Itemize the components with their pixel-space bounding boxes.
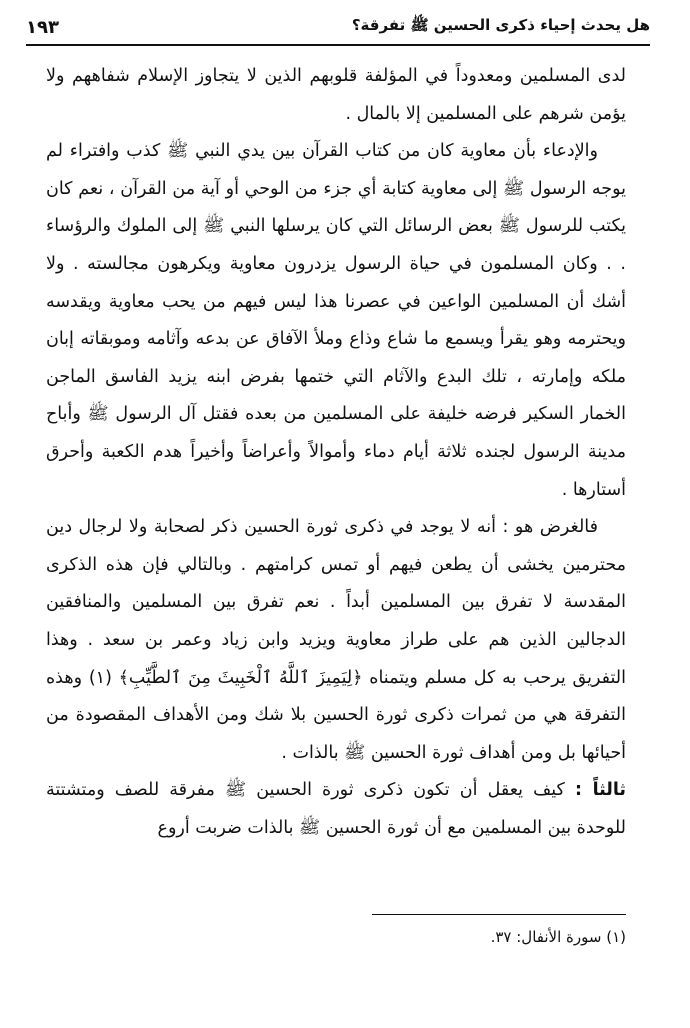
paragraph-text: فالغرض هو : أنه لا يوجد في ذكرى ثورة الحسين ذكر لصحابة ولا لرجال دين محترمين يخشى أن يطعن فيهم أو تمس كرامتهم . وبالتالي فإن هذه الذكرى المقدسة لا تفرق بين المسلمين أبداً . نعم تفرق بين المسلمين والمنافقين الدجالين الذين هم على طراز معاوية ويزيد وابن زياد وعمر بن سعد . وهذا التفريق يرحب به كل مسلم ويتمناه ﴿لِيَمِيزَ ٱللَّهُ ٱلْخَبِيثَ مِنَ ٱلطَّيِّبِ﴾ (١) وهذه التفرقة هي من ثمرات ذكرى ثورة الحسين بلا شك ومن الأهداف المقصودة من أحيائها بل ومن أهداف ثورة الحسين ﷺ بالذات .: [46, 517, 626, 763]
footnote-divider: [372, 914, 626, 915]
paragraph-text: كيف يعقل أن تكون ذكرى ثورة الحسين ﷺ مفرقة للصف ومتشتتة للوحدة بين المسلمين مع أن ثورة الحسين ﷺ بالذات ضربت أروع: [46, 780, 626, 838]
page-number: ١٩٣: [26, 16, 59, 38]
page-header: [26, 12, 650, 42]
paragraph: [46, 509, 626, 772]
paragraph: [46, 133, 626, 509]
footnote: (١) سورة الأنفال: ٣٧.: [490, 928, 626, 946]
main-text: [46, 58, 626, 847]
paragraph-text: لدى المسلمين ومعدوداً في المؤلفة قلوبهم الذين لا يتجاوز الإسلام شفاههم ولا يؤمن شرهم على المسلمين إلا بالمال .: [46, 66, 626, 124]
header-divider: [26, 44, 650, 46]
paragraph: [46, 58, 626, 133]
paragraph: [46, 772, 626, 847]
running-title: هل يحدث إحياء ذكرى الحسين ﷺ تفرقة؟: [351, 16, 650, 34]
paragraph-lead: ثالثاً :: [574, 780, 626, 801]
paragraph-text: والإدعاء بأن معاوية كان من كتاب القرآن بين يدي النبي ﷺ كذب وافتراء لم يوجه الرسول ﷺ إلى معاوية كتابة أي جزء من الوحي أو آية من القرآن ، نعم كان يكتب للرسول ﷺ بعض الرسائل التي كان يرسلها النبي ﷺ إلى الملوك والرؤساء . . وكان المسلمون في حياة الرسول يزدرون معاوية ويكرهون مجالسته . ولا أشك أن المسلمين الواعين في عصرنا هذا ليس فيهم من يحب معاوية ويقدسه ويحترمه وهو يقرأ ويسمع ما شاع وذاع وملأ الآفاق عن بدعه وآثامه وموبقاته إبان ملكه وإمارته ، تلك البدع والآثام التي ختمها بفرض ابنه يزيد الفاسق الماجن الخمار السكير فرضه خليفة على المسلمين من بعده فقتل آل الرسول ﷺ وأباح مدينة الرسول لجنده ثلاثة أيام دماء وأموالاً وأعراضاً وأخيراً هدم الكعبة وأحرق أستارها .: [46, 141, 626, 500]
